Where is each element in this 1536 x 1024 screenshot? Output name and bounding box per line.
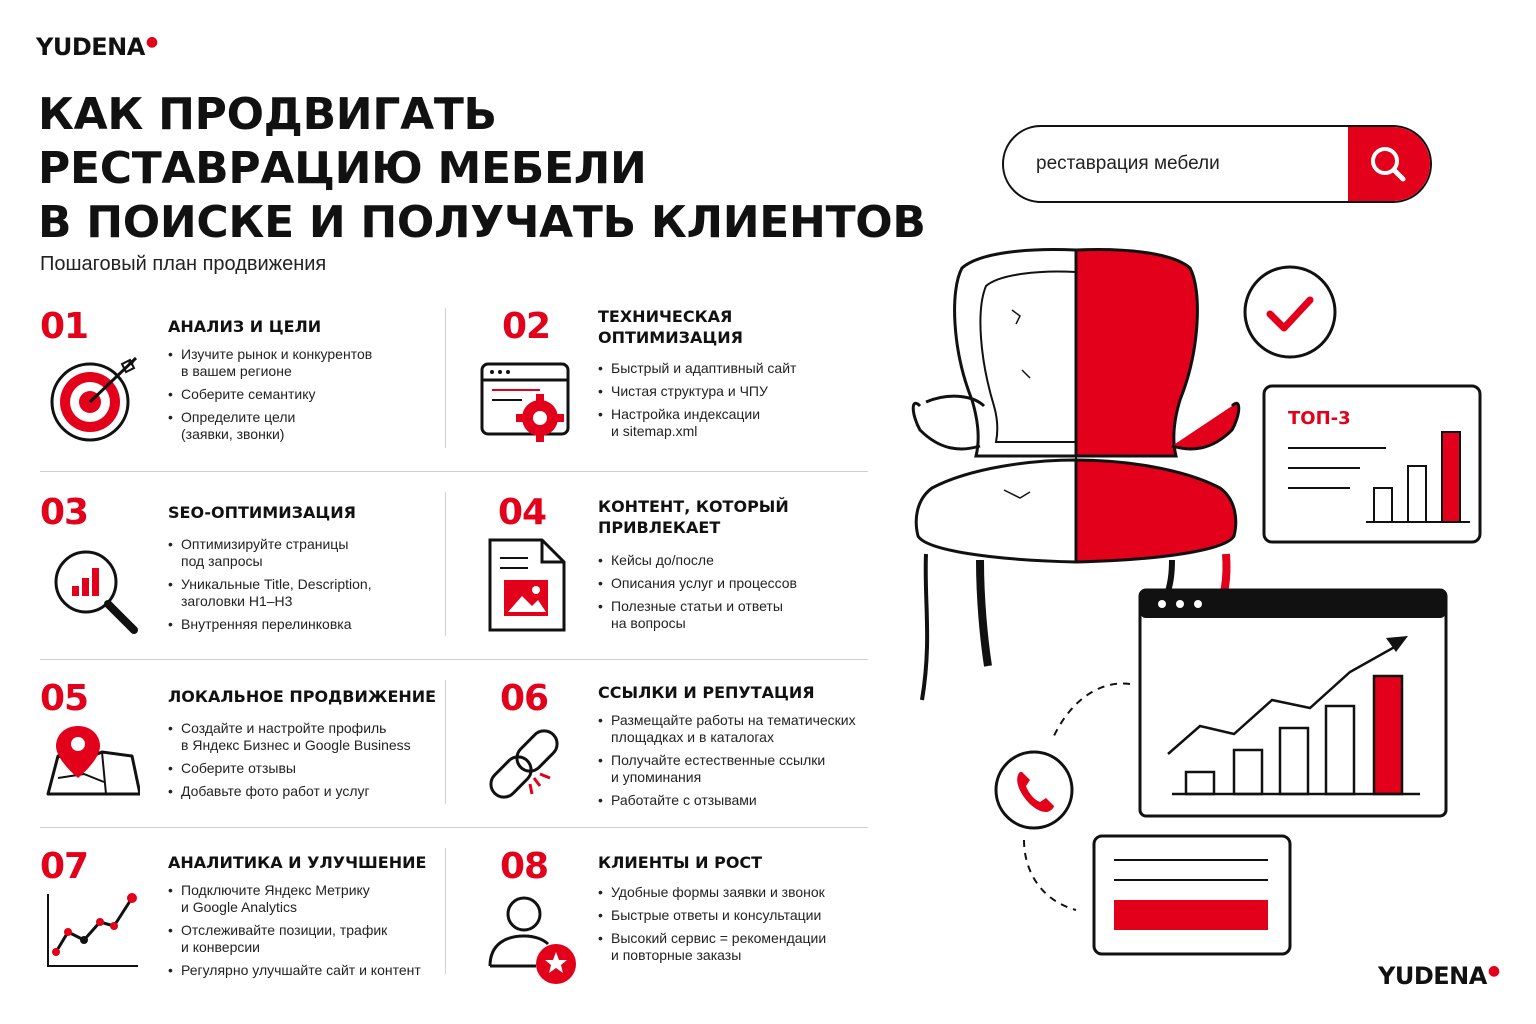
list-item: • Определите цели (заявки, звонки) (168, 409, 458, 443)
step-list (598, 884, 888, 970)
logo-top: YUDENA● (36, 33, 158, 61)
step-list (598, 360, 888, 446)
list-item: • Уникальные Title, Description, заголовки H1–H3 (168, 576, 458, 610)
form-card (1094, 836, 1290, 954)
step-title: ТЕХНИЧЕСКАЯ ОПТИМИЗАЦИЯ (598, 307, 743, 347)
step-title: КЛИЕНТЫ И РОСТ (598, 853, 763, 872)
list-item: • Изучите рынок и конкурентов в вашем регионе (168, 346, 458, 380)
illustration (880, 220, 1500, 980)
search-icon (1348, 127, 1430, 200)
step-title: ССЫЛКИ И РЕПУТАЦИЯ (598, 683, 815, 702)
list-item: • Работайте с отзывами (598, 792, 888, 809)
list-item: • Добавьте фото работ и услуг (168, 783, 458, 800)
search-input[interactable]: реставрация мебели (1036, 153, 1220, 174)
logo-bottom: YUDENA● (1378, 962, 1500, 990)
list-item: • Регулярно улучшайте сайт и контент (168, 962, 458, 979)
document-image-icon (488, 538, 584, 634)
step-04 (470, 492, 880, 642)
step-number: 08 (500, 846, 549, 887)
step-number: 05 (40, 678, 89, 719)
page-subtitle: Пошаговый план продвижения (40, 253, 327, 275)
magnifier-chart-icon (44, 542, 140, 638)
title-line-2: РЕСТАВРАЦИЮ МЕБЕЛИ (38, 143, 647, 194)
list-item: • Удобные формы заявки и звонок (598, 884, 888, 901)
step-number: 07 (40, 846, 89, 887)
phone-icon (996, 752, 1072, 828)
list-item: • Оптимизируйте страницы под запросы (168, 536, 458, 570)
title-line-1: КАК ПРОДВИГАТЬ (38, 89, 497, 140)
page-title (38, 88, 926, 250)
chain-link-icon (484, 724, 580, 820)
browser-growth-chart (1140, 590, 1446, 816)
step-title: АНАЛИТИКА И УЛУЧШЕНИЕ (168, 853, 427, 872)
title-line-3: В ПОИСКЕ И ПОЛУЧАТЬ КЛИЕНТОВ (38, 197, 926, 248)
step-list (168, 346, 458, 449)
step-01 (40, 306, 450, 456)
search-bar[interactable] (1002, 125, 1432, 203)
step-number: 01 (40, 306, 89, 347)
step-05 (40, 678, 450, 828)
list-item: • Создайте и настройте профиль в Яндекс Бизнес и Google Business (168, 720, 458, 754)
step-number: 03 (40, 492, 89, 533)
step-list (168, 720, 458, 806)
step-list (598, 712, 888, 815)
list-item: • Описания услуг и процессов (598, 575, 888, 592)
map-pin-icon (44, 722, 140, 818)
step-title: SEO-ОПТИМИЗАЦИЯ (168, 503, 356, 522)
list-item: • Высокий сервис = рекомендации и повторные заказы (598, 930, 888, 964)
step-title: КОНТЕНТ, КОТОРЫЙ ПРИВЛЕКАЕТ (598, 497, 789, 537)
target-icon (44, 356, 140, 452)
search-button[interactable] (1348, 127, 1430, 201)
step-07 (40, 846, 450, 996)
step-02 (470, 306, 880, 456)
list-item: • Соберите отзывы (168, 760, 458, 777)
step-number: 06 (500, 678, 549, 719)
browser-gear-icon (480, 360, 576, 456)
list-item: • Полезные статьи и ответы на вопросы (598, 598, 888, 632)
list-item: • Быстрые ответы и консультации (598, 907, 888, 924)
list-item: • Настройка индексации и sitemap.xml (598, 406, 888, 440)
step-list (598, 552, 888, 638)
list-item: • Размещайте работы на тематических площадках и в каталогах (598, 712, 888, 746)
divider-row-1 (40, 471, 868, 472)
list-item: • Кейсы до/после (598, 552, 888, 569)
list-item: • Соберите семантику (168, 386, 458, 403)
line-chart-icon (44, 890, 140, 986)
step-03 (40, 492, 450, 642)
check-icon (1245, 267, 1335, 357)
list-item: • Быстрый и адаптивный сайт (598, 360, 888, 377)
divider-row-2 (40, 659, 868, 660)
list-item: • Отслеживайте позиции, трафик и конверсии (168, 922, 458, 956)
list-item: • Чистая структура и ЧПУ (598, 383, 888, 400)
step-title: АНАЛИЗ И ЦЕЛИ (168, 317, 322, 336)
step-number: 02 (502, 306, 551, 347)
step-08 (470, 846, 880, 996)
list-item: • Получайте естественные ссылки и упоминания (598, 752, 888, 786)
bar-chart-card (1264, 386, 1480, 542)
step-list (168, 882, 458, 985)
list-item: • Подключите Яндекс Метрику и Google Analytics (168, 882, 458, 916)
list-item: • Внутренняя перелинковка (168, 616, 458, 633)
user-star-icon (486, 892, 582, 988)
step-number: 04 (498, 492, 547, 533)
top3-label: ТОП-3 (1288, 408, 1351, 429)
step-title: ЛОКАЛЬНОЕ ПРОДВИЖЕНИЕ (168, 687, 437, 706)
step-list (168, 536, 458, 639)
step-06 (470, 678, 880, 828)
